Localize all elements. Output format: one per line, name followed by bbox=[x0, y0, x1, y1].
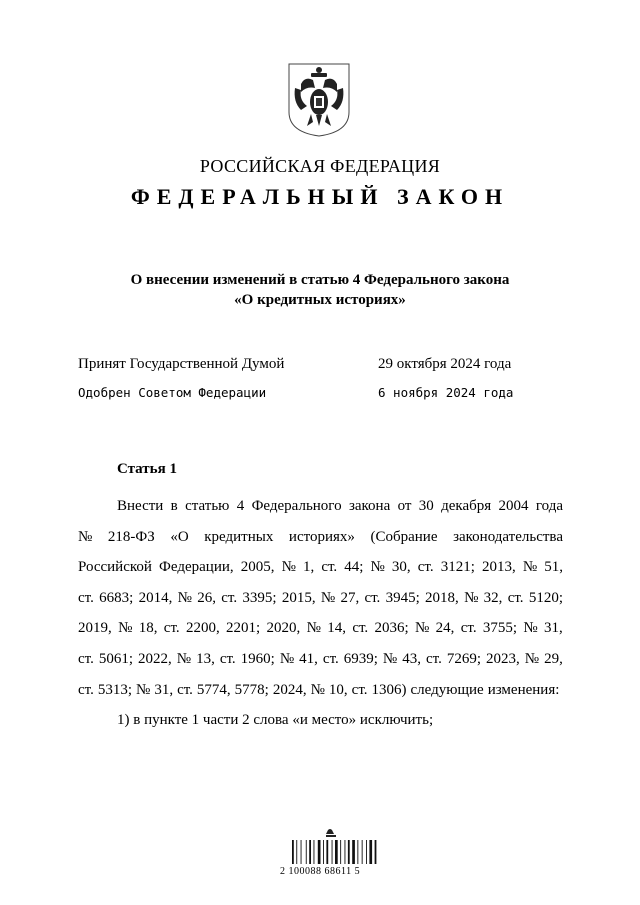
article-word: 2036; bbox=[374, 620, 409, 637]
article-word: 2013, bbox=[481, 559, 516, 576]
article-word: 44; bbox=[344, 559, 364, 576]
article-word: 30 bbox=[418, 498, 434, 514]
article-word: от bbox=[397, 498, 412, 514]
article-word: 218-ФЗ bbox=[107, 528, 155, 545]
article-word: ст. bbox=[364, 589, 381, 606]
article-word: 1, bbox=[302, 559, 315, 576]
article-word: 31, bbox=[154, 681, 174, 698]
article-word: ст. bbox=[78, 650, 94, 667]
article-word: 2014, bbox=[138, 589, 173, 606]
article-word: ст. bbox=[352, 620, 369, 637]
article-word: ст. bbox=[78, 681, 94, 698]
article-word: 3755; bbox=[482, 620, 518, 637]
article-word: 6939; bbox=[343, 650, 378, 667]
article-word: Российской bbox=[78, 559, 152, 576]
article-line bbox=[78, 583, 563, 614]
article-word: 1306) bbox=[371, 681, 407, 698]
article-word: 51, bbox=[544, 559, 563, 576]
article-word: 1960; bbox=[240, 650, 275, 667]
law-title-line-1: О внесении изменений в статью 4 Федерального закона bbox=[130, 272, 510, 288]
article-word: ст. bbox=[219, 650, 236, 667]
document-type: ФЕДЕРАЛЬНЫЙ ЗАКОН bbox=[130, 184, 510, 209]
article-word: 2019, bbox=[78, 620, 112, 637]
article-line bbox=[78, 613, 563, 644]
article-word: 2015, bbox=[281, 589, 316, 606]
article-word: № bbox=[320, 589, 336, 606]
article-word: 2201; bbox=[226, 620, 261, 637]
article-word: ст. bbox=[163, 620, 180, 637]
article-word: 5120; bbox=[528, 589, 563, 606]
article-word: 5061; bbox=[98, 650, 134, 667]
article-line bbox=[78, 644, 563, 675]
article-word: № bbox=[415, 620, 430, 637]
article-word: № bbox=[370, 559, 385, 576]
article-line bbox=[78, 552, 563, 583]
article-word: ст. bbox=[507, 589, 524, 606]
country-name: РОССИЙСКАЯ ФЕДЕРАЦИЯ bbox=[199, 156, 441, 176]
article-word: «О bbox=[170, 528, 189, 545]
duma-label: Принят Государственной Думой bbox=[78, 356, 285, 372]
article-word: ст. bbox=[417, 559, 434, 576]
article-word: статью bbox=[185, 498, 230, 514]
article-word: 6683; bbox=[99, 589, 134, 606]
article-word: № bbox=[382, 650, 398, 667]
article-word: 5774, bbox=[196, 681, 231, 698]
article-word: 31, bbox=[544, 620, 563, 637]
article-word: ст. bbox=[321, 559, 338, 576]
article-word: 41, bbox=[299, 650, 318, 667]
article-word: 30, bbox=[391, 559, 411, 576]
article-word: № bbox=[118, 620, 133, 637]
article-word: 2022, bbox=[138, 650, 172, 667]
article-word: 18, bbox=[138, 620, 158, 637]
article-word: № bbox=[524, 650, 540, 667]
adoption-council bbox=[78, 385, 538, 400]
article-word: закона bbox=[348, 498, 391, 514]
article-word: № bbox=[279, 650, 295, 667]
article-word: № bbox=[306, 620, 321, 637]
article-word: кредитных bbox=[204, 528, 274, 545]
article-word: № bbox=[464, 589, 479, 606]
article-word: ст. bbox=[351, 681, 368, 698]
article-word: изменения: bbox=[487, 681, 560, 698]
article-word: 4 bbox=[236, 498, 245, 514]
law-title bbox=[0, 270, 640, 310]
article-word: 26, bbox=[197, 589, 216, 606]
article-word: 2020, bbox=[266, 620, 301, 637]
article-word: 2005, bbox=[240, 559, 275, 576]
article-word: года bbox=[535, 498, 563, 514]
article-word: следующие bbox=[410, 681, 484, 698]
article-word: 2018, bbox=[425, 589, 459, 606]
article-line bbox=[78, 675, 563, 706]
article-body bbox=[78, 491, 563, 736]
article-word: 2024, bbox=[272, 681, 307, 698]
barcode-number: 2 100088 68611 5 bbox=[280, 866, 361, 877]
council-label: Одобрен Советом Федерации bbox=[78, 385, 267, 400]
article-word: 3121; bbox=[440, 559, 475, 576]
council-date: 6 ноября 2024 года bbox=[378, 385, 514, 400]
article-word: декабря bbox=[441, 498, 492, 514]
article-word: 27, bbox=[340, 589, 360, 606]
article-word: Федерации, bbox=[159, 559, 234, 576]
article-word: № bbox=[78, 528, 93, 545]
russian-coat-of-arms-icon bbox=[287, 62, 351, 138]
article-word: 32, bbox=[483, 589, 503, 606]
article-word: 3395; bbox=[242, 589, 277, 606]
article-word: № bbox=[522, 559, 538, 576]
article-word: № bbox=[176, 650, 192, 667]
article-word: (Собрание bbox=[370, 528, 438, 545]
article-word: Внести bbox=[117, 498, 164, 514]
article-word: 7269; bbox=[446, 650, 481, 667]
article-word: в bbox=[170, 498, 178, 514]
article-word: 24, bbox=[435, 620, 455, 637]
article-word: 29, bbox=[544, 650, 563, 667]
article-word: Федерального bbox=[251, 498, 342, 514]
article-word: 14, bbox=[327, 620, 347, 637]
article-word: 5313; bbox=[97, 681, 133, 698]
article-word: № bbox=[136, 681, 151, 698]
law-title-line-2: «О кредитных историях» bbox=[234, 292, 406, 308]
article-line bbox=[78, 522, 563, 553]
article-word: ст. bbox=[460, 620, 477, 637]
article-word: 2023, bbox=[486, 650, 520, 667]
article-word: ст. bbox=[322, 650, 339, 667]
article-word: № bbox=[310, 681, 325, 698]
adoption-duma bbox=[78, 356, 538, 373]
article-word: историях» bbox=[288, 528, 355, 545]
article-word: № bbox=[281, 559, 296, 576]
article-word: ст. bbox=[78, 589, 94, 606]
duma-date: 29 октября 2024 года bbox=[378, 356, 512, 372]
article-word: 3945; bbox=[385, 589, 420, 606]
article-word: № bbox=[177, 589, 192, 606]
article-word: 13, bbox=[196, 650, 215, 667]
article-word: ст. bbox=[221, 589, 238, 606]
article-word: № bbox=[523, 620, 538, 637]
article-word: 5778; bbox=[234, 681, 269, 698]
article-word: ст. bbox=[425, 650, 442, 667]
article-word: 2200, bbox=[185, 620, 220, 637]
article-line bbox=[78, 491, 563, 522]
article-word: 43, bbox=[402, 650, 421, 667]
article-word: законодательства bbox=[453, 528, 563, 545]
article-item-1: 1) в пункте 1 части 2 слова «и место» исключить; bbox=[117, 712, 434, 729]
article-word: ст. bbox=[177, 681, 193, 698]
article-heading: Статья 1 bbox=[117, 461, 177, 477]
article-word: 10, bbox=[328, 681, 348, 698]
article-word: 2004 bbox=[498, 498, 529, 514]
